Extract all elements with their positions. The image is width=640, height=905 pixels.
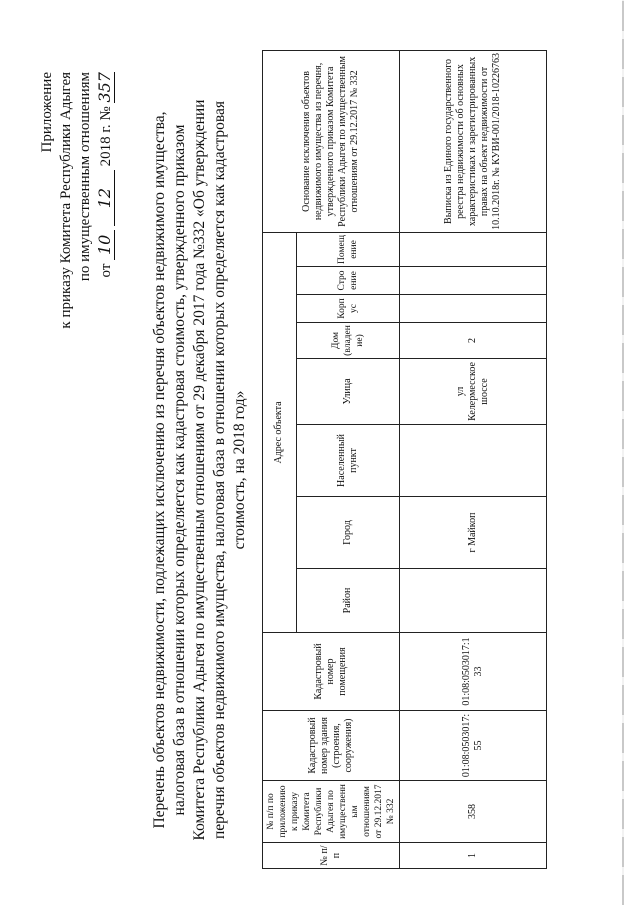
cell-num: 1 <box>400 843 547 869</box>
cell-street: ул Келермесское шоссе <box>400 359 547 425</box>
title-line-4: перечня объектов недвижимого имущества, налоговая база в отношении которых определяется как кадастровая <box>211 100 228 840</box>
header-cadastral-premises: Кадастровый номер помещения <box>263 633 400 711</box>
cell-cadastral-building: 01:08:0503017:55 <box>400 711 547 781</box>
cell-building <box>400 295 547 323</box>
cell-district <box>400 569 547 633</box>
header-structure: Строение <box>296 267 399 295</box>
title-line-5: стоимость, на 2018 год» <box>231 390 248 550</box>
header-num: № п/п <box>263 843 400 869</box>
title-line-1: Перечень объектов недвижимости, подлежащих исключению из перечня объектов недвижимого имущества, <box>151 111 168 829</box>
header-address: Адрес объекта <box>263 232 297 632</box>
cell-locality <box>400 425 547 497</box>
objects-table <box>262 50 547 869</box>
cell-basis: Выписка из Единого государственного реестра недвижимости об основных характеристиках и зарегистрированных правах на объект недвижимости от 10.10.2018г. № КУВИ-001/2018-10226763 <box>400 50 547 232</box>
scan-edge-line <box>622 0 624 905</box>
title-line-3: Комитета Республики Адыгея по имущественным отношениям от 29 декабря 2017 года №332 «Об утверждении <box>191 99 208 841</box>
date-month: 12 <box>95 170 115 226</box>
header-premises: Помещение <box>296 232 399 266</box>
appendix-committee: по имущественным отношениям <box>77 72 93 282</box>
order-number: 357 <box>95 72 114 103</box>
date-day: 10 <box>95 230 115 260</box>
date-prefix: от <box>98 263 114 278</box>
cell-premises <box>400 232 547 266</box>
header-cadastral-building: Кадастровый номер здания (строения, сооружения) <box>263 711 400 781</box>
header-district: Район <box>296 569 399 633</box>
header-building: Корпус <box>296 295 399 323</box>
appendix-order-ref: к приказу Комитета Республики Адыгея <box>58 72 74 329</box>
cell-house: 2 <box>400 323 547 359</box>
header-num-in-appendix: № п/п по приложению к приказу Комитета Республики Адыгея по имущественным отношениям от 29.12.2017 № 332 <box>263 781 400 843</box>
cell-structure <box>400 267 547 295</box>
table-row <box>400 50 547 868</box>
appendix-date-line <box>95 72 116 432</box>
title-line-2: налоговая база в отношении которых определяется как кадастровая стоимость, утвержденного приказом <box>171 124 188 816</box>
document-title <box>150 90 250 850</box>
header-basis: Основание исключения объектов недвижимого имущества из перечня, утвержденного приказом Комитета Республики Адыгея по имущественным отношениям от 29.12.2017 № 332 <box>263 50 400 232</box>
cell-num-in-appendix: 358 <box>400 781 547 843</box>
header-house: Дом (владение) <box>296 323 399 359</box>
header-locality: Населенный пункт <box>296 425 399 497</box>
header-city: Город <box>296 497 399 569</box>
cell-city: г Майкоп <box>400 497 547 569</box>
date-year: 2018 г. № <box>98 106 114 167</box>
header-street: Улица <box>296 359 399 425</box>
appendix-header <box>38 72 116 432</box>
appendix-label: Приложение <box>39 72 55 153</box>
cell-cadastral-premises: 01:08:0503017:133 <box>400 633 547 711</box>
